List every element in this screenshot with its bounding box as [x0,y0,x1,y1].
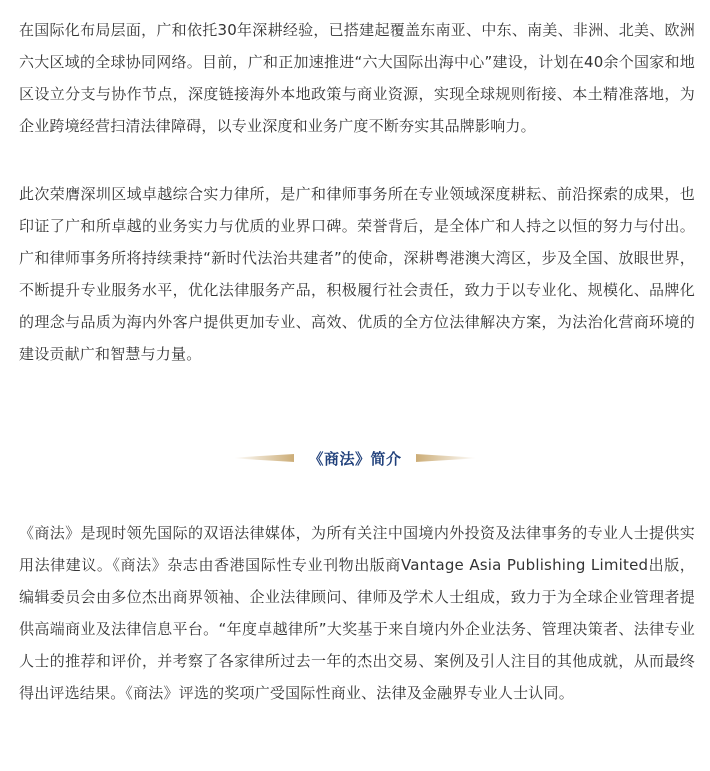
paragraph-international-layout: 在国际化布局层面，广和依托30年深耕经验，已搭建起覆盖东南亚、中东、南美、非洲、北美、欧洲六大区域的全球协同网络。目前，广和正加速推进“六大国际出海中心”建设，计划在40余个国家和地区设立分支与协作节点，深度链接海外本地政策与商业资源，实现全球规则衔接、本土精准落地，为企业跨境经营扫清法律障碍，以专业深度和业务广度不断夯实其品牌影响力。 [19,21,695,135]
article-body-top [19,14,695,370]
heading-decoration-left [234,454,294,462]
paragraph-intro: 《商法》是现时领先国际的双语法律媒体，为所有关注中国境内外投资及法律事务的专业人士提供实用法律建议。《商法》杂志由香港国际性专业刊物出版商Vantage Asia Publishing Limited出版，编辑委员会由多位杰出商界领袖、企业法律顾问、律师及学术人士组成，致力于为全球企业管理者提供高端商业及法律信息平台。“年度卓越律所”大奖基于来自境内外企业法务、管理决策者、法律专业人士的推荐和评价，并考察了各家律所过去一年的杰出交易、案例及引人注目的其他成就，从而最终得出评选结果。《商法》评选的奖项广受国际性商业、法律及金融界专业人士认同。 [19,524,695,702]
heading-decoration-right [416,454,476,462]
article-body-intro [19,517,695,709]
paragraph-award-honor: 此次荣膺深圳区域卓越综合实力律所，是广和律师事务所在专业领域深度耕耘、前沿探索的成果，也印证了广和所卓越的业务实力与优质的业界口碑。荣誉背后，是全体广和人持之以恒的努力与付出。广和律师事务所将持续秉持“新时代法治共建者”的使命，深耕粤港澳大湾区，步及全国、放眼世界，不断提升专业服务水平，优化法律服务产品，积极履行社会责任，致力于以专业化、规模化、品牌化的理念与品质为海内外客户提供更加专业、高效、优质的全方位法律解决方案，为法治化营商环境的建设贡献广和智慧与力量。 [19,185,695,363]
section-heading [0,440,710,476]
section-title: 《商法》简介 [308,449,402,468]
